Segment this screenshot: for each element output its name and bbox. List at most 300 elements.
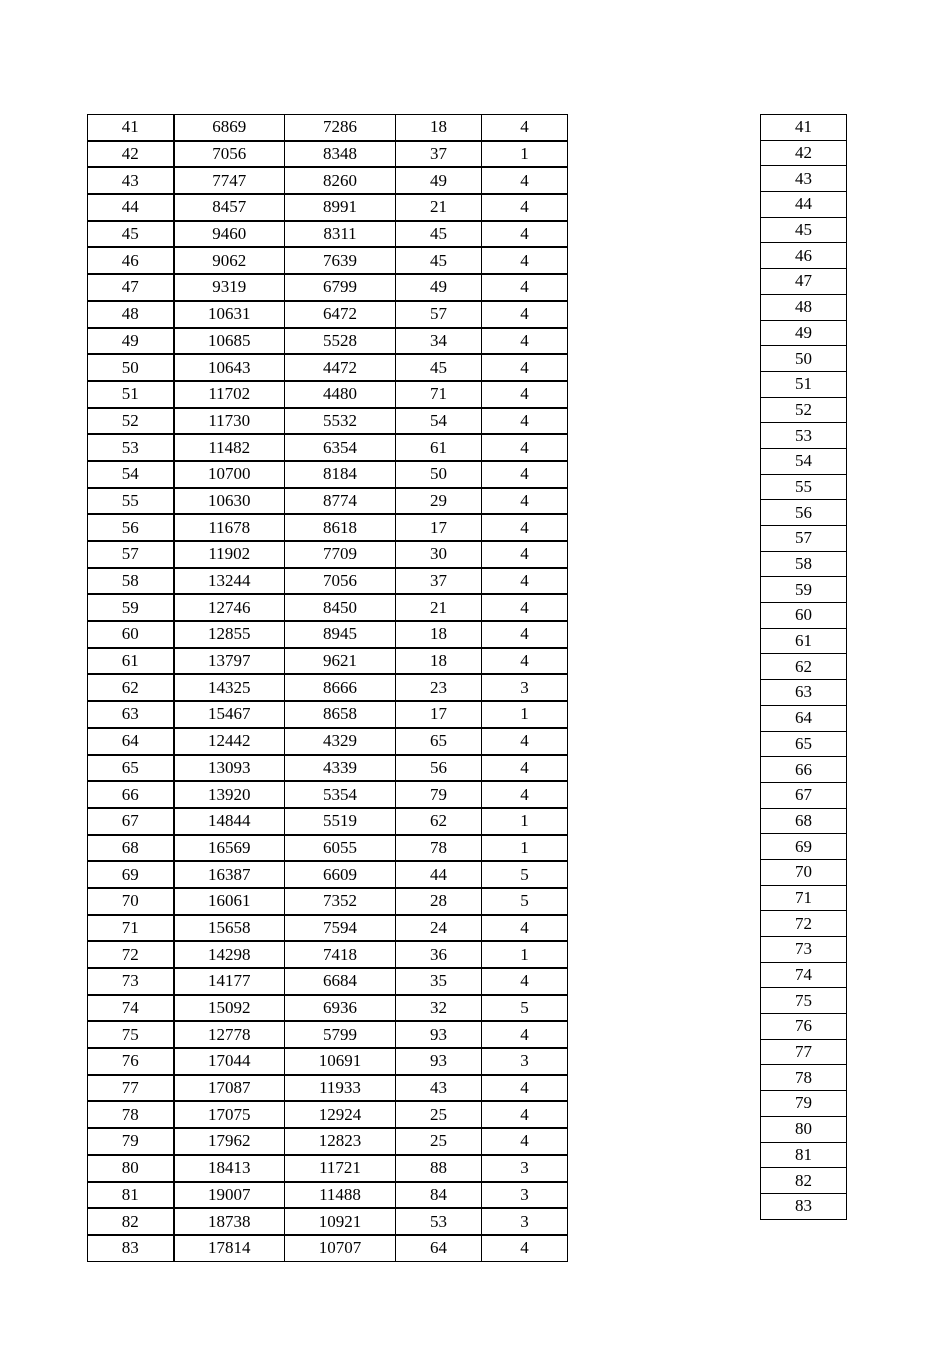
table-cell: 4 (482, 594, 568, 621)
table-cell: 5799 (285, 1021, 396, 1048)
table-cell: 32 (396, 995, 482, 1022)
table-cell: 4 (482, 541, 568, 568)
table-row (761, 526, 847, 552)
table-row (88, 1128, 568, 1155)
table-cell: 12746 (174, 594, 285, 621)
table-row (88, 1208, 568, 1235)
table-cell: 5 (482, 995, 568, 1022)
table-row (88, 167, 568, 194)
table-row (88, 408, 568, 435)
table-cell: 60 (88, 621, 174, 648)
table-cell: 11482 (174, 434, 285, 461)
table-cell: 93 (396, 1048, 482, 1075)
table-cell: 88 (396, 1155, 482, 1182)
main-table-body (88, 115, 568, 1262)
table-cell: 13797 (174, 648, 285, 675)
table-cell: 8945 (285, 621, 396, 648)
table-cell: 28 (396, 888, 482, 915)
table-row (88, 1075, 568, 1102)
table-row (761, 1168, 847, 1194)
table-cell: 21 (396, 194, 482, 221)
table-cell: 64 (761, 705, 847, 731)
table-cell: 71 (761, 885, 847, 911)
table-cell: 4 (482, 621, 568, 648)
table-cell: 12855 (174, 621, 285, 648)
table-row (761, 680, 847, 706)
table-row (761, 1065, 847, 1091)
table-row (761, 217, 847, 243)
table-cell: 45 (396, 221, 482, 248)
table-cell: 30 (396, 541, 482, 568)
table-cell: 4 (482, 1075, 568, 1102)
table-cell: 17087 (174, 1075, 285, 1102)
table-cell: 13244 (174, 568, 285, 595)
table-row (761, 782, 847, 808)
table-cell: 83 (761, 1193, 847, 1219)
table-cell: 1 (482, 141, 568, 168)
table-cell: 82 (761, 1168, 847, 1194)
side-table-body (761, 115, 847, 1220)
table-row (761, 474, 847, 500)
table-cell: 8774 (285, 488, 396, 515)
table-cell: 3 (482, 1182, 568, 1209)
main-data-table (87, 114, 568, 1262)
table-row (761, 731, 847, 757)
table-cell: 4 (482, 1235, 568, 1261)
table-cell: 68 (761, 808, 847, 834)
table-cell: 82 (88, 1208, 174, 1235)
table-cell: 15092 (174, 995, 285, 1022)
table-cell: 5 (482, 888, 568, 915)
table-cell: 4 (482, 514, 568, 541)
table-cell: 18 (396, 648, 482, 675)
table-cell: 4339 (285, 755, 396, 782)
table-cell: 10630 (174, 488, 285, 515)
table-cell: 53 (396, 1208, 482, 1235)
table-row (88, 1182, 568, 1209)
table-cell: 9062 (174, 247, 285, 274)
table-row (761, 911, 847, 937)
table-cell: 63 (761, 680, 847, 706)
table-cell: 70 (88, 888, 174, 915)
table-cell: 11730 (174, 408, 285, 435)
table-cell: 78 (761, 1065, 847, 1091)
table-row (88, 274, 568, 301)
table-row (761, 628, 847, 654)
table-cell: 54 (396, 408, 482, 435)
table-row (761, 115, 847, 141)
table-cell: 6472 (285, 301, 396, 328)
table-cell: 50 (396, 461, 482, 488)
table-row (761, 577, 847, 603)
table-cell: 6799 (285, 274, 396, 301)
table-row (761, 269, 847, 295)
table-cell: 7286 (285, 115, 396, 141)
table-row (761, 834, 847, 860)
table-cell: 77 (88, 1075, 174, 1102)
table-cell: 11488 (285, 1182, 396, 1209)
table-cell: 43 (88, 167, 174, 194)
table-row (761, 320, 847, 346)
table-cell: 44 (761, 192, 847, 218)
table-cell: 4 (482, 434, 568, 461)
table-row (761, 885, 847, 911)
table-cell: 80 (88, 1155, 174, 1182)
table-cell: 6869 (174, 115, 285, 141)
table-cell: 63 (88, 701, 174, 728)
table-cell: 18 (396, 115, 482, 141)
table-cell: 49 (396, 274, 482, 301)
table-cell: 61 (88, 648, 174, 675)
table-cell: 52 (88, 408, 174, 435)
table-cell: 79 (396, 781, 482, 808)
table-cell: 73 (88, 968, 174, 995)
table-row (88, 488, 568, 515)
table-cell: 84 (396, 1182, 482, 1209)
table-row (761, 962, 847, 988)
table-cell: 37 (396, 568, 482, 595)
table-cell: 72 (88, 941, 174, 968)
table-row (761, 705, 847, 731)
table-cell: 1 (482, 701, 568, 728)
table-cell: 1 (482, 835, 568, 862)
table-row (88, 434, 568, 461)
table-cell: 78 (88, 1101, 174, 1128)
table-cell: 3 (482, 1155, 568, 1182)
table-cell: 50 (88, 354, 174, 381)
table-row (88, 648, 568, 675)
table-row (88, 301, 568, 328)
table-cell: 43 (396, 1075, 482, 1102)
table-row (88, 568, 568, 595)
table-row (761, 1193, 847, 1219)
table-row (88, 728, 568, 755)
table-cell: 14298 (174, 941, 285, 968)
table-row (761, 551, 847, 577)
table-cell: 43 (761, 166, 847, 192)
table-row (761, 859, 847, 885)
table-cell: 67 (761, 782, 847, 808)
table-cell: 56 (761, 500, 847, 526)
table-cell: 23 (396, 674, 482, 701)
table-row (88, 835, 568, 862)
table-cell: 11721 (285, 1155, 396, 1182)
table-cell: 11702 (174, 381, 285, 408)
table-cell: 4 (482, 461, 568, 488)
table-cell: 81 (761, 1142, 847, 1168)
table-row (88, 141, 568, 168)
table-cell: 49 (761, 320, 847, 346)
table-row (761, 757, 847, 783)
table-cell: 4 (482, 488, 568, 515)
table-cell: 55 (761, 474, 847, 500)
table-cell: 4 (482, 194, 568, 221)
table-cell: 45 (396, 354, 482, 381)
table-cell: 51 (761, 371, 847, 397)
table-cell: 19007 (174, 1182, 285, 1209)
table-cell: 57 (88, 541, 174, 568)
table-cell: 6055 (285, 835, 396, 862)
table-row (88, 541, 568, 568)
table-cell: 8666 (285, 674, 396, 701)
table-row (88, 594, 568, 621)
table-cell: 7709 (285, 541, 396, 568)
table-cell: 4 (482, 1101, 568, 1128)
table-cell: 65 (761, 731, 847, 757)
table-row (88, 808, 568, 835)
table-cell: 45 (396, 247, 482, 274)
table-cell: 42 (88, 141, 174, 168)
table-cell: 4480 (285, 381, 396, 408)
table-row (88, 755, 568, 782)
table-cell: 3 (482, 1208, 568, 1235)
table-cell: 93 (396, 1021, 482, 1048)
table-cell: 9621 (285, 648, 396, 675)
table-cell: 54 (761, 448, 847, 474)
table-cell: 66 (88, 781, 174, 808)
table-cell: 74 (88, 995, 174, 1022)
table-cell: 41 (761, 115, 847, 141)
table-cell: 51 (88, 381, 174, 408)
table-cell: 4 (482, 568, 568, 595)
table-row (88, 115, 568, 141)
table-cell: 10685 (174, 328, 285, 355)
table-cell: 5 (482, 861, 568, 888)
table-cell: 6609 (285, 861, 396, 888)
table-row (88, 381, 568, 408)
table-row (88, 621, 568, 648)
table-cell: 61 (761, 628, 847, 654)
table-row (761, 1091, 847, 1117)
table-cell: 18738 (174, 1208, 285, 1235)
table-cell: 25 (396, 1101, 482, 1128)
table-cell: 50 (761, 346, 847, 372)
table-cell: 83 (88, 1235, 174, 1261)
table-cell: 4 (482, 167, 568, 194)
table-cell: 77 (761, 1039, 847, 1065)
table-cell: 47 (88, 274, 174, 301)
table-row (761, 423, 847, 449)
table-cell: 12778 (174, 1021, 285, 1048)
table-cell: 68 (88, 835, 174, 862)
table-cell: 62 (396, 808, 482, 835)
table-cell: 15658 (174, 915, 285, 942)
table-cell: 79 (88, 1128, 174, 1155)
table-cell: 24 (396, 915, 482, 942)
table-cell: 45 (88, 221, 174, 248)
table-cell: 5519 (285, 808, 396, 835)
table-cell: 14177 (174, 968, 285, 995)
table-cell: 10691 (285, 1048, 396, 1075)
table-cell: 41 (88, 115, 174, 141)
table-row (761, 294, 847, 320)
table-row (761, 1142, 847, 1168)
table-cell: 9319 (174, 274, 285, 301)
table-cell: 12924 (285, 1101, 396, 1128)
table-cell: 7594 (285, 915, 396, 942)
table-row (761, 1014, 847, 1040)
table-cell: 12442 (174, 728, 285, 755)
table-cell: 7747 (174, 167, 285, 194)
table-cell: 7056 (285, 568, 396, 595)
table-row (88, 701, 568, 728)
table-row (761, 808, 847, 834)
table-cell: 56 (396, 755, 482, 782)
table-row (88, 1235, 568, 1261)
table-cell: 13093 (174, 755, 285, 782)
table-cell: 16569 (174, 835, 285, 862)
table-row (88, 1155, 568, 1182)
table-cell: 13920 (174, 781, 285, 808)
table-row (88, 995, 568, 1022)
table-cell: 11933 (285, 1075, 396, 1102)
table-cell: 53 (761, 423, 847, 449)
table-cell: 67 (88, 808, 174, 835)
side-index-table (760, 114, 847, 1220)
table-cell: 14325 (174, 674, 285, 701)
table-cell: 54 (88, 461, 174, 488)
table-cell: 6684 (285, 968, 396, 995)
table-row (761, 988, 847, 1014)
table-cell: 59 (761, 577, 847, 603)
table-cell: 78 (396, 835, 482, 862)
table-cell: 7056 (174, 141, 285, 168)
table-row (88, 514, 568, 541)
table-cell: 9460 (174, 221, 285, 248)
table-row (761, 448, 847, 474)
table-cell: 21 (396, 594, 482, 621)
table-cell: 7352 (285, 888, 396, 915)
table-cell: 8658 (285, 701, 396, 728)
table-cell: 64 (88, 728, 174, 755)
table-cell: 58 (88, 568, 174, 595)
table-cell: 49 (396, 167, 482, 194)
table-cell: 69 (88, 861, 174, 888)
table-cell: 73 (761, 937, 847, 963)
table-cell: 62 (88, 674, 174, 701)
table-cell: 17 (396, 514, 482, 541)
table-cell: 6354 (285, 434, 396, 461)
table-row (761, 603, 847, 629)
table-cell: 45 (761, 217, 847, 243)
table-cell: 4 (482, 781, 568, 808)
table-cell: 10700 (174, 461, 285, 488)
table-row (761, 654, 847, 680)
table-cell: 4 (482, 247, 568, 274)
table-row (88, 915, 568, 942)
table-cell: 8311 (285, 221, 396, 248)
table-row (761, 166, 847, 192)
table-cell: 70 (761, 859, 847, 885)
table-cell: 10707 (285, 1235, 396, 1261)
table-cell: 75 (761, 988, 847, 1014)
table-row (88, 968, 568, 995)
table-cell: 47 (761, 269, 847, 295)
table-cell: 81 (88, 1182, 174, 1209)
table-cell: 58 (761, 551, 847, 577)
table-row (88, 194, 568, 221)
table-row (88, 461, 568, 488)
table-cell: 48 (88, 301, 174, 328)
table-cell: 4 (482, 301, 568, 328)
table-cell: 74 (761, 962, 847, 988)
table-cell: 5354 (285, 781, 396, 808)
table-cell: 65 (88, 755, 174, 782)
table-cell: 17814 (174, 1235, 285, 1261)
table-row (88, 1048, 568, 1075)
table-cell: 5532 (285, 408, 396, 435)
table-row (88, 247, 568, 274)
table-cell: 35 (396, 968, 482, 995)
table-cell: 25 (396, 1128, 482, 1155)
table-cell: 64 (396, 1235, 482, 1261)
table-cell: 8260 (285, 167, 396, 194)
table-cell: 17075 (174, 1101, 285, 1128)
table-cell: 57 (396, 301, 482, 328)
table-cell: 7418 (285, 941, 396, 968)
table-cell: 55 (88, 488, 174, 515)
table-cell: 71 (88, 915, 174, 942)
table-cell: 4 (482, 354, 568, 381)
table-cell: 75 (88, 1021, 174, 1048)
table-cell: 10631 (174, 301, 285, 328)
table-cell: 4 (482, 728, 568, 755)
table-cell: 71 (396, 381, 482, 408)
table-cell: 4 (482, 408, 568, 435)
table-cell: 4 (482, 1128, 568, 1155)
table-cell: 61 (396, 434, 482, 461)
table-cell: 80 (761, 1116, 847, 1142)
table-cell: 62 (761, 654, 847, 680)
table-cell: 5528 (285, 328, 396, 355)
table-row (761, 1039, 847, 1065)
table-cell: 66 (761, 757, 847, 783)
table-row (761, 1116, 847, 1142)
table-cell: 46 (761, 243, 847, 269)
table-row (88, 888, 568, 915)
table-row (88, 328, 568, 355)
table-cell: 1 (482, 808, 568, 835)
table-row (761, 140, 847, 166)
table-row (761, 937, 847, 963)
table-cell: 4 (482, 328, 568, 355)
table-cell: 15467 (174, 701, 285, 728)
table-cell: 8618 (285, 514, 396, 541)
table-row (88, 1101, 568, 1128)
table-cell: 17044 (174, 1048, 285, 1075)
table-cell: 10643 (174, 354, 285, 381)
table-cell: 11678 (174, 514, 285, 541)
table-row (88, 221, 568, 248)
table-cell: 4 (482, 221, 568, 248)
table-cell: 44 (396, 861, 482, 888)
table-row (761, 397, 847, 423)
table-cell: 18 (396, 621, 482, 648)
table-cell: 36 (396, 941, 482, 968)
table-cell: 59 (88, 594, 174, 621)
table-cell: 49 (88, 328, 174, 355)
table-row (88, 1021, 568, 1048)
table-cell: 14844 (174, 808, 285, 835)
table-cell: 69 (761, 834, 847, 860)
table-cell: 16387 (174, 861, 285, 888)
table-cell: 4 (482, 1021, 568, 1048)
table-cell: 6936 (285, 995, 396, 1022)
table-row (88, 781, 568, 808)
table-cell: 56 (88, 514, 174, 541)
table-row (761, 346, 847, 372)
table-cell: 7639 (285, 247, 396, 274)
